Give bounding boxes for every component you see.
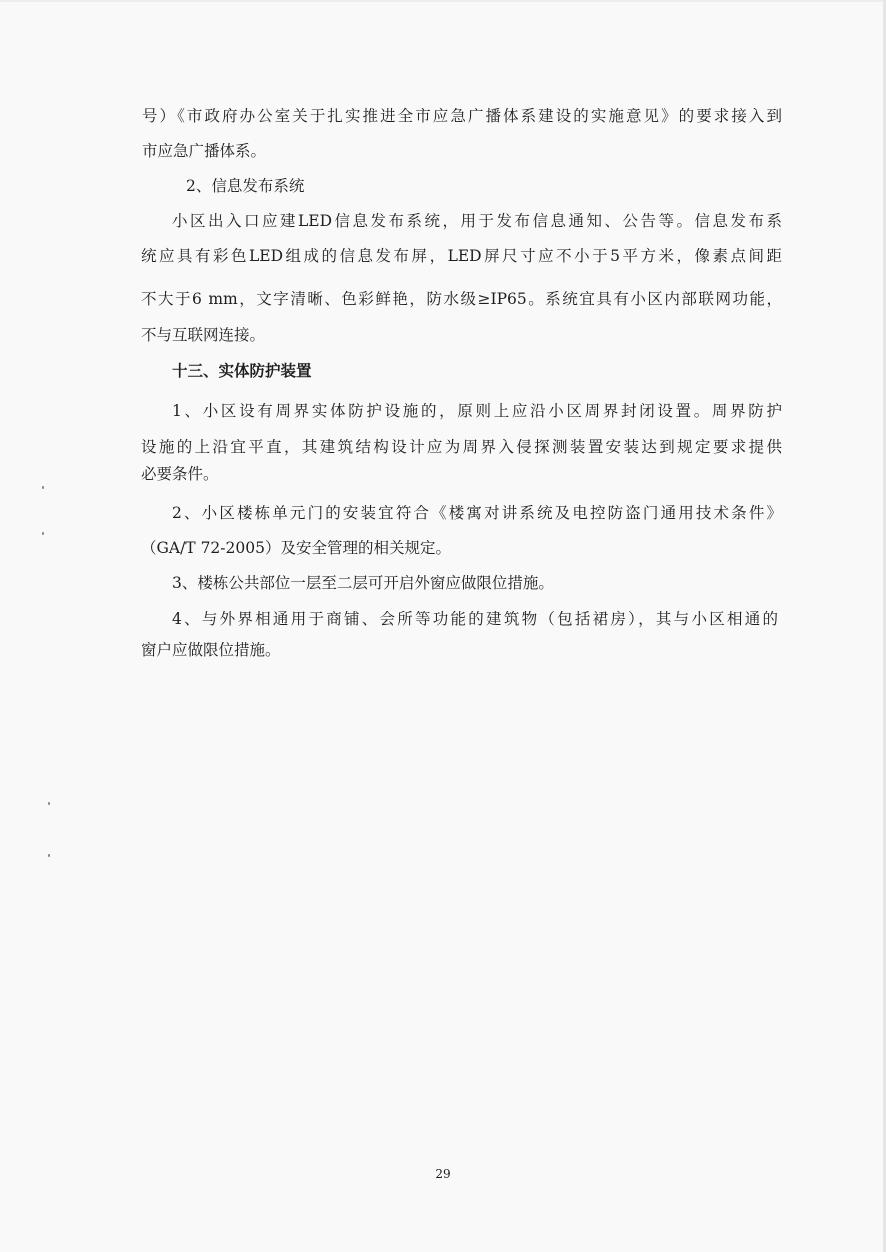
body-line: 3、楼栋公共部位一层至二层可开启外窗应做限位措施。	[172, 574, 554, 592]
scan-speck	[48, 802, 50, 805]
body-line: 4、与外界相通用于商铺、会所等功能的建筑物（包括裙房），其与小区相通的	[172, 610, 778, 628]
body-line: 小区出入口应建LED信息发布系统，用于发布信息通知、公告等。信息发布系	[172, 212, 782, 230]
body-line: （GA/T 72-2005）及安全管理的相关规定。	[141, 539, 451, 557]
body-line: 1、小区设有周界实体防护设施的，原则上应沿小区周界封闭设置。周界防护	[172, 402, 782, 420]
body-line: 不与互联网连接。	[141, 326, 266, 344]
body-line: 号）《市政府办公室关于扎实推进全市应急广播体系建设的实施意见》的要求接入到	[142, 107, 782, 125]
body-line: 统应具有彩色LED组成的信息发布屏，LED屏尺寸应不小于5平方米，像素点间距	[141, 247, 782, 265]
body-line: 2、小区楼栋单元门的安装宜符合《楼寓对讲系统及电控防盗门通用技术条件》	[172, 504, 782, 522]
section-heading: 十三、实体防护装置	[172, 361, 312, 380]
body-line: 不大于6 mm，文字清晰、色彩鲜艳，防水级≥IP65。系统宜具有小区内部联网功能，	[141, 290, 782, 308]
body-line: 窗户应做限位措施。	[141, 641, 281, 659]
page-number: 29	[435, 1167, 451, 1181]
subsection-heading: 2、信息发布系统	[186, 177, 305, 195]
scan-speck	[42, 486, 44, 489]
body-line: 设施的上沿宜平直，其建筑结构设计应为周界入侵探测装置安装达到规定要求提供	[141, 438, 782, 456]
scan-speck	[48, 854, 50, 857]
scan-speck	[42, 532, 44, 535]
body-line: 必要条件。	[141, 465, 219, 483]
body-line: 市应急广播体系。	[142, 142, 267, 160]
scan-edge-top	[0, 0, 886, 2]
